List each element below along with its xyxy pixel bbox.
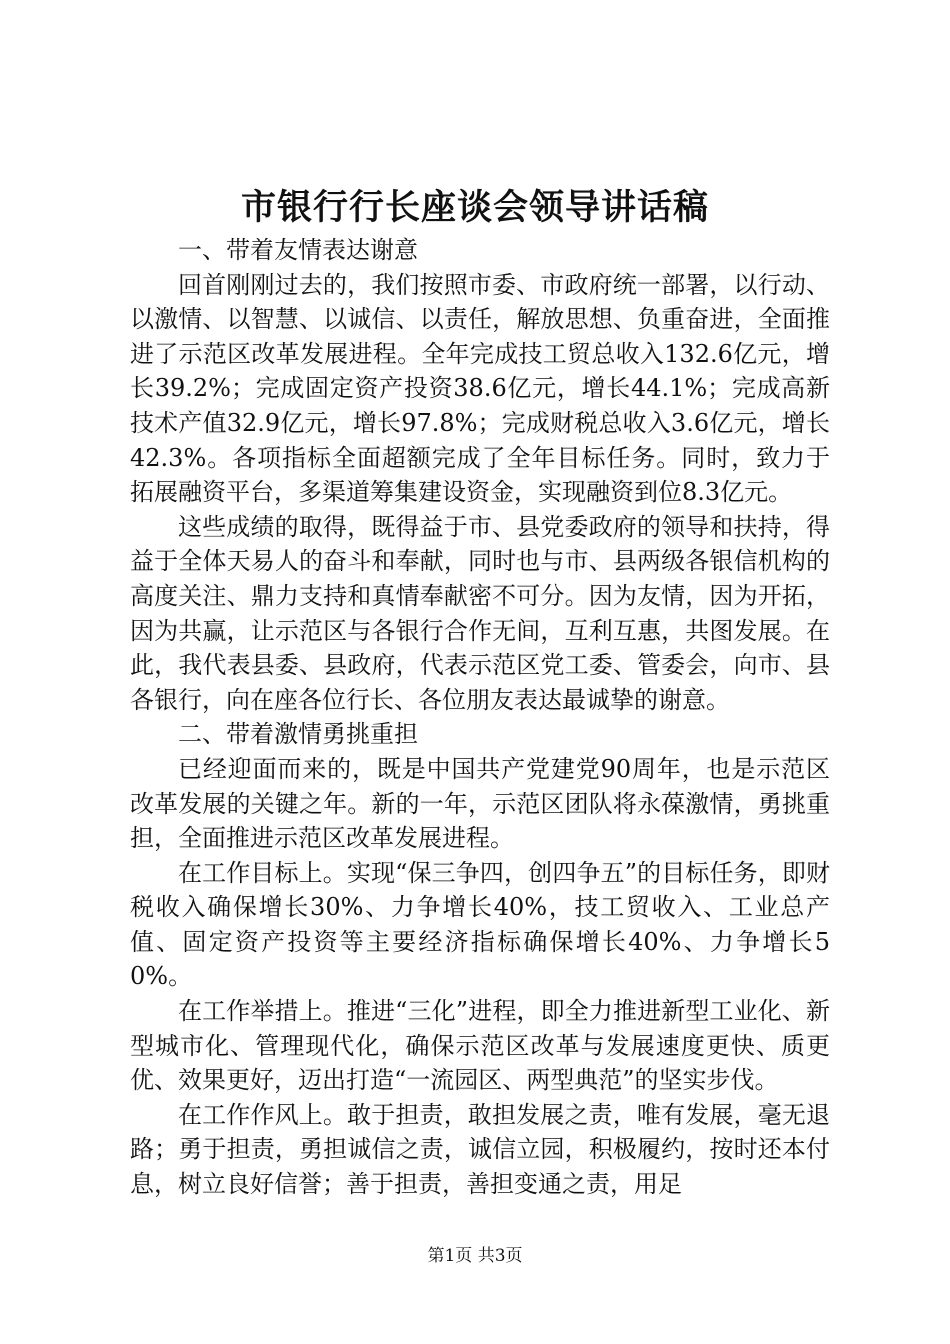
document-title: 市银行行长座谈会领导讲话稿 xyxy=(240,187,709,228)
section-heading-1: 一、带着友情表达谢意 xyxy=(178,236,418,264)
paragraph-1-1: 回首刚刚过去的，我们按照市委、市政府统一部署，以行动、以激情、以智慧、以诚信、以责任，解放思想、负重奋进，全面推进了示范区改革发展进程。全年完成技工贸总收入132.6亿元，增长39.2%；完成固定资产投资38.6亿元，增长44.1%；完成高新技术产值32.9亿元，增长97.8%；完成财税总收入3.6亿元，增长42.3%。各项指标全面超额完成了全年目标任务。同时，致力于拓展融资平台，多渠道筹集建设资金，实现融资到位8.3亿元。 xyxy=(130,270,830,507)
paragraph-2-3: 在工作举措上。推进“三化”进程，即全力推进新型工业化、新型城市化、管理现代化，确保示范区改革与发展速度更快、质更优、效果更好，迈出打造“一流园区、两型典范”的坚实步伐。 xyxy=(130,997,830,1095)
paragraph-2-4: 在工作作风上。敢于担责，敢担发展之责，唯有发展，毫无退路；勇于担责，勇担诚信之责，诚信立园，积极履约，按时还本付息，树立良好信誉；善于担责，善担变通之责，用足 xyxy=(130,1100,830,1199)
page-number-footer: 第1页 共3页 xyxy=(427,1246,523,1266)
paragraph-2-2: 在工作目标上。实现“保三争四，创四争五”的目标任务，即财税收入确保增长30%、力争增长40%，技工贸收入、工业总产值、固定资产投资等主要经济指标确保增长40%、力争增长50%。 xyxy=(130,858,830,991)
document-body xyxy=(130,233,830,1202)
paragraph-1-2: 这些成绩的取得，既得益于市、县党委政府的领导和扶持，得益于全体天易人的奋斗和奉献，同时也与市、县两级各银信机构的高度关注、鼎力支持和真情奉献密不可分。因为友情，因为开拓，因为共赢，让示范区与各银行合作无间，互利互惠，共图发展。在此，我代表县委、县政府，代表示范区党工委、管委会，向市、县各银行，向在座各位行长、各位朋友表达最诚挚的谢意。 xyxy=(130,512,830,714)
section-heading-2: 二、带着激情勇挑重担 xyxy=(178,720,418,749)
paragraph-2-1: 已经迎面而来的，既是中国共产党建党90周年，也是示范区改革发展的关键之年。新的一年，示范区团队将永葆激情，勇挑重担，全面推进示范区改革发展进程。 xyxy=(130,754,830,853)
